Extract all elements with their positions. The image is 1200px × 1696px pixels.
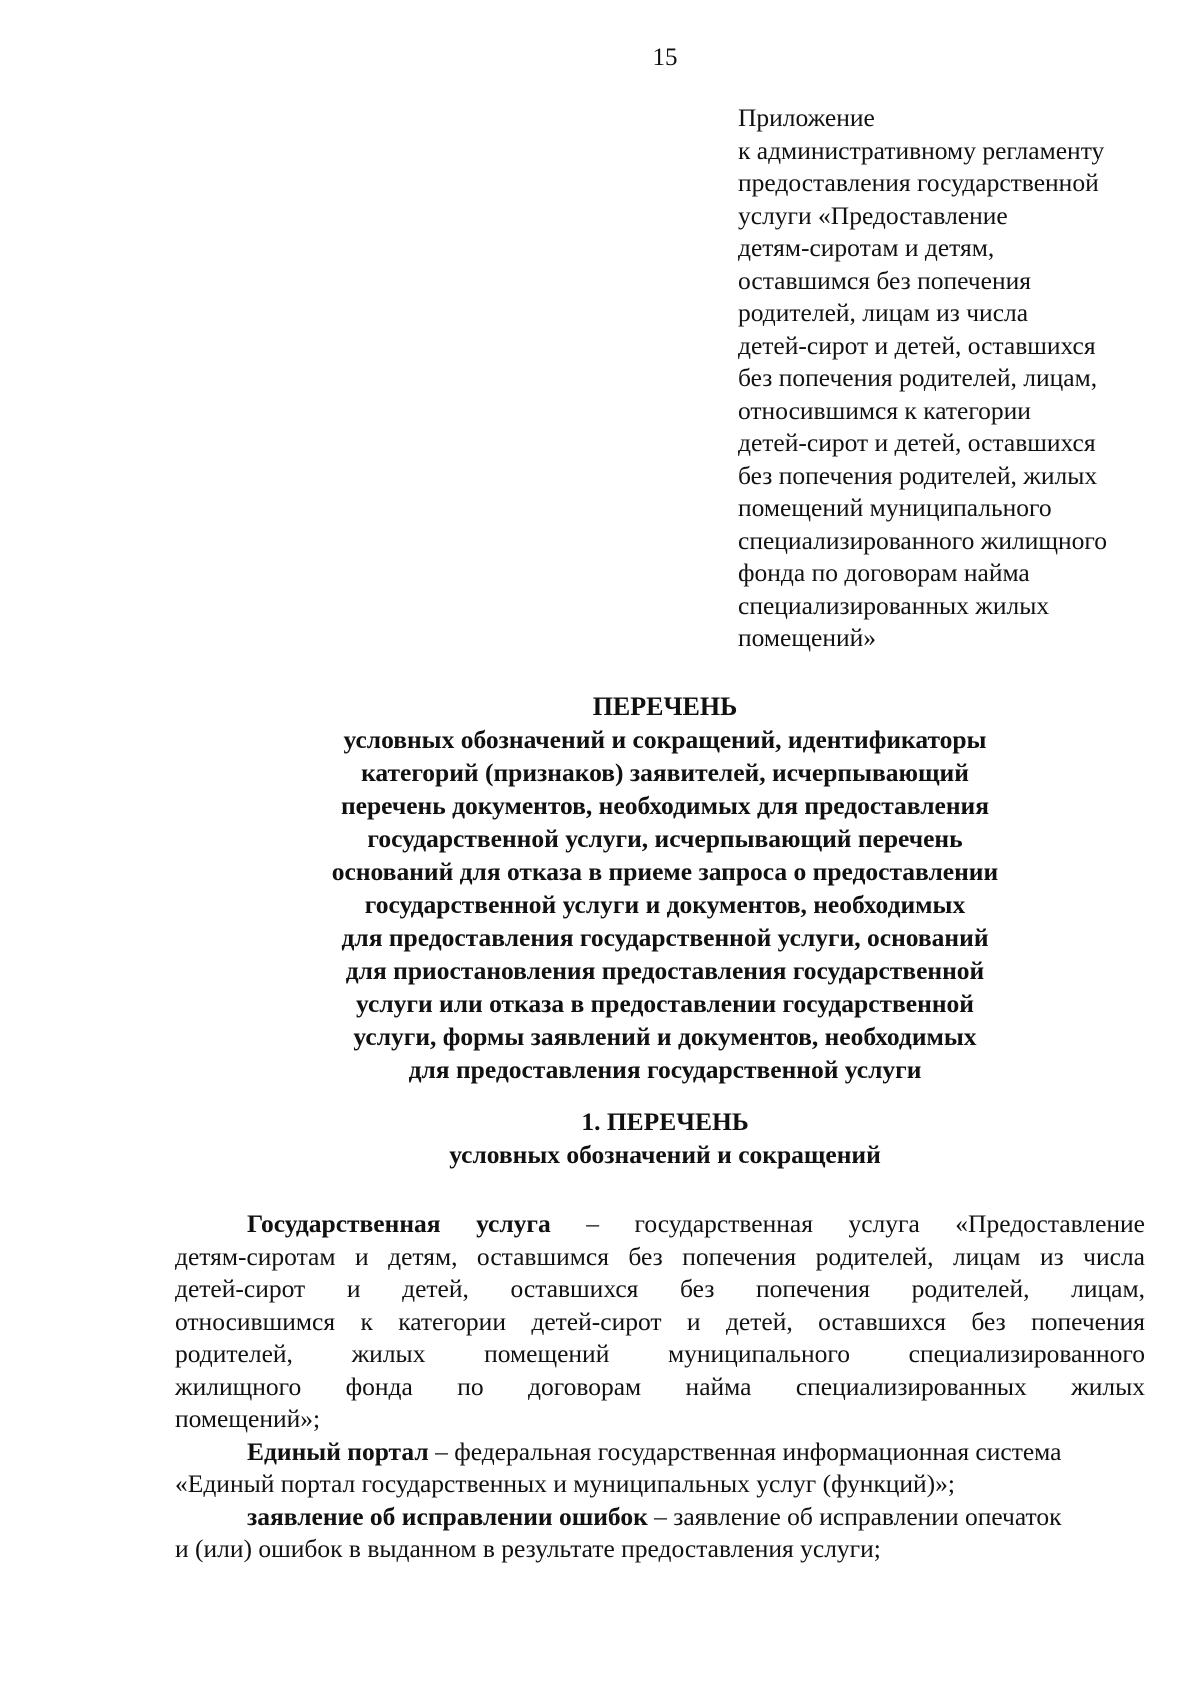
appendix-line: Приложение (738, 103, 875, 132)
main-title: ПЕРЕЧЕНЬ (592, 692, 738, 721)
appendix-line: помещений» (738, 623, 877, 652)
title-subline: для приостановления предоставления государственной (345, 956, 985, 985)
appendix-line: без попечения родителей, жилых (738, 460, 1098, 490)
appendix-line: детей-сирот и детей, оставшихся (738, 428, 1096, 457)
section-subheading: условных обозначений и сокращений (449, 1140, 881, 1169)
title-subline: государственной услуги, исчерпывающий перечень (367, 824, 963, 853)
definition-dash: – (550, 1209, 635, 1238)
definition-term: заявление об исправлении ошибок (247, 1501, 648, 1531)
title-subline: для предоставления государственной услуги, оснований (341, 923, 989, 952)
paragraph-line (175, 1436, 1145, 1469)
title-subline: государственной услуги и документов, необходимых (364, 890, 966, 919)
paragraph-line: детей-сирот и детей, оставшихся без попечения родителей, лицам, (175, 1274, 1145, 1303)
paragraph-line: родителей, жилых помещений муниципального специализированного (175, 1339, 1145, 1368)
appendix-line: без попечения родителей, лицам, (738, 363, 1098, 392)
appendix-line: относившимся к категории (738, 395, 1031, 425)
paragraph-line: жилищного фонда по договорам найма специализированных жилых (175, 1371, 1145, 1401)
appendix-line: детям-сиротам и детям, (738, 233, 995, 262)
title-subline: перечень документов, необходимых для предоставления (340, 791, 990, 820)
appendix-line: помещений муниципального (738, 493, 1052, 522)
paragraph-line: детям-сиротам и детям, оставшимся без попечения родителей, лицам из числа (175, 1241, 1145, 1271)
document-title (180, 690, 1150, 1086)
definition-dash: – (647, 1501, 674, 1531)
title-subline: услуги или отказа в предоставлении государственной (356, 989, 974, 1018)
definition-term: Единый портал (247, 1436, 429, 1466)
title-subline: услуги, формы заявлений и документов, необходимых (353, 1022, 977, 1051)
definition-paragraph (175, 1436, 1145, 1501)
appendix-block (738, 102, 1178, 655)
section-heading-block (180, 1105, 1150, 1171)
appendix-line: услуги «Предоставление (738, 200, 1008, 230)
appendix-line: специализированного жилищного (738, 525, 1107, 555)
definition-text: государственная услуга «Предоставление (634, 1209, 1145, 1238)
appendix-line: фонда по договорам найма (738, 558, 1030, 587)
appendix-line: оставшимся без попечения (738, 265, 1031, 295)
title-subline: условных обозначений и сокращений, идентификаторы (343, 725, 987, 754)
title-subline: для предоставления государственной услуги (408, 1055, 922, 1084)
section-heading: 1. ПЕРЕЧЕНЬ (581, 1107, 749, 1136)
appendix-line: к административному регламенту (738, 135, 1105, 165)
appendix-line: детей-сирот и детей, оставшихся (738, 330, 1096, 360)
paragraph-line: «Единый портал государственных и муниципальных услуг (функций)»; (175, 1469, 956, 1498)
definition-paragraph (175, 1208, 1145, 1436)
page-number: 15 (652, 44, 678, 71)
definition-text: заявление об исправлении опечаток (673, 1501, 1062, 1531)
appendix-line: предоставления государственной (738, 168, 1099, 197)
title-subline: оснований для отказа в приеме запроса о предоставлении (331, 857, 999, 886)
definition-paragraph (175, 1501, 1145, 1566)
paragraph-line: относившимся к категории детей-сирот и детей, оставшихся без попечения (175, 1306, 1145, 1336)
definition-dash: – (428, 1436, 455, 1466)
paragraph-line: помещений»; (175, 1404, 321, 1433)
definitions-body (175, 1208, 1145, 1566)
appendix-line: специализированных жилых (738, 590, 1050, 620)
definition-term: Государственная услуга (247, 1209, 551, 1238)
paragraph-line (175, 1208, 1145, 1241)
definition-text: федеральная государственная информационная система (454, 1436, 1062, 1466)
paragraph-line: и (или) ошибок в выданном в результате предоставления услуги; (175, 1534, 881, 1563)
title-subline: категорий (признаков) заявителей, исчерпывающий (361, 758, 969, 787)
paragraph-line (175, 1501, 1145, 1534)
appendix-line: родителей, лицам из числа (738, 298, 1029, 327)
